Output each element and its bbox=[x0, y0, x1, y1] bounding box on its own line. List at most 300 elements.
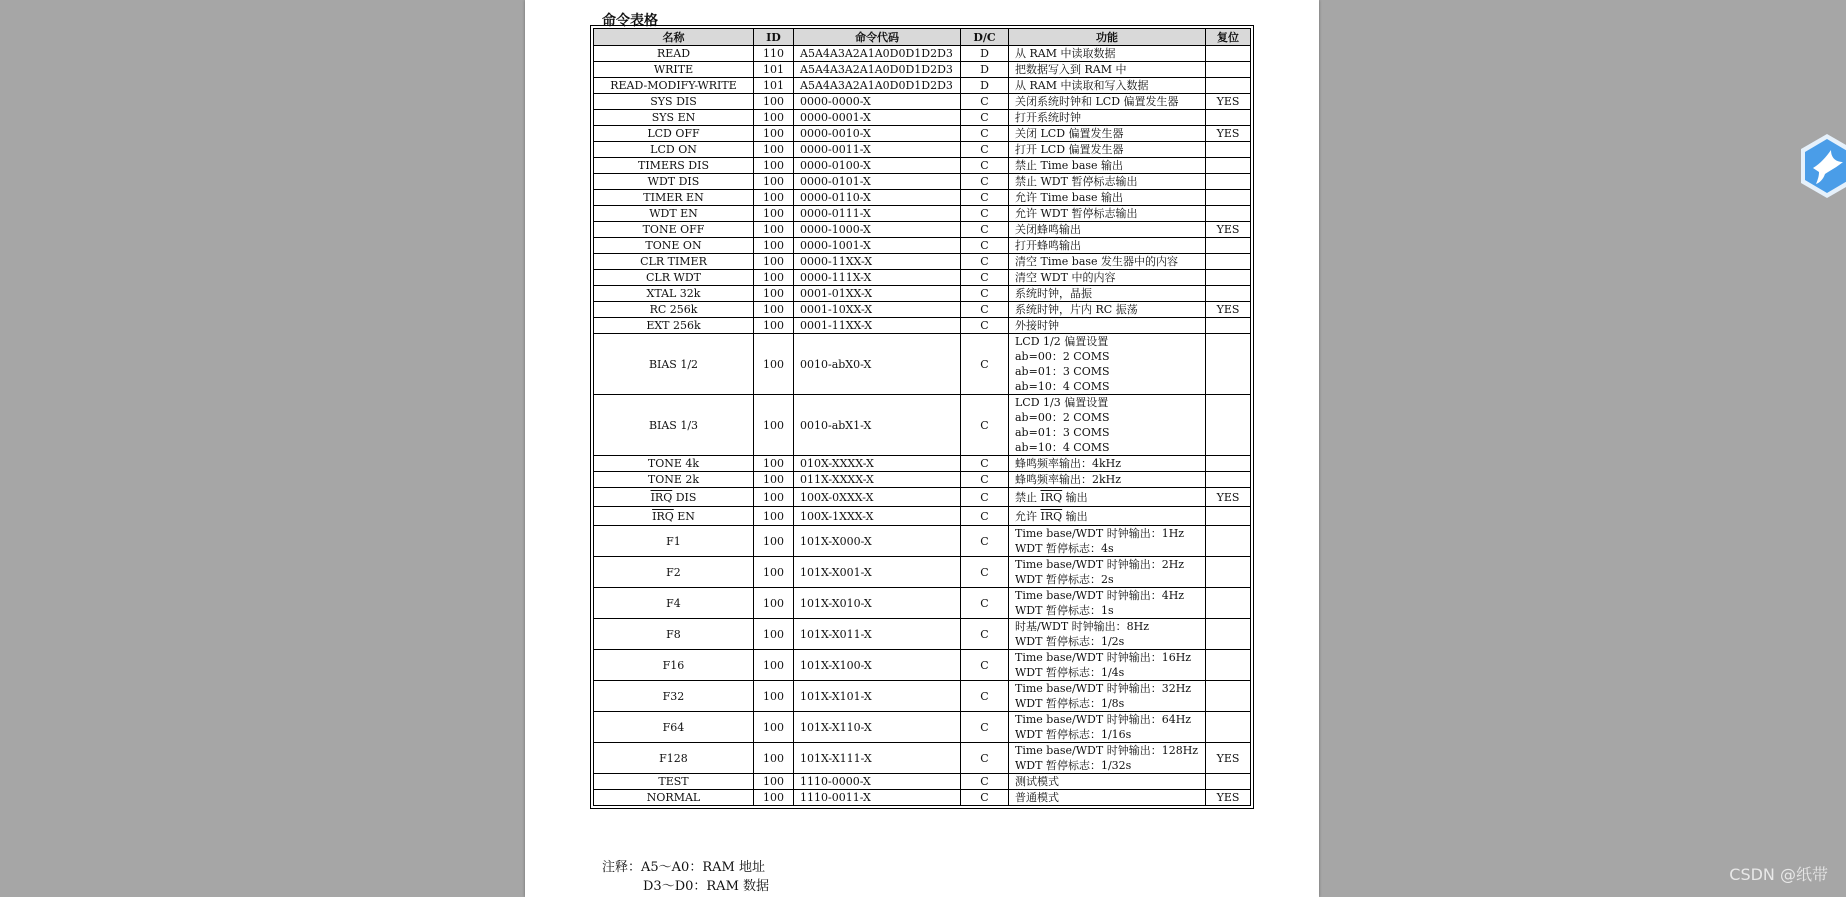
cell-name: BIAS 1/3 bbox=[594, 395, 754, 456]
cell-function bbox=[1009, 488, 1206, 507]
watermark: CSDN @纸带 bbox=[1729, 865, 1828, 884]
cell-code: 0000-0011-X bbox=[794, 142, 961, 158]
cell-reset: YES bbox=[1206, 302, 1251, 318]
function-line: WDT 暂停标志：2s bbox=[1015, 573, 1114, 586]
table-row bbox=[594, 174, 1251, 190]
cell-reset bbox=[1206, 650, 1251, 681]
table-row bbox=[594, 206, 1251, 222]
cell-name: TIMERS DIS bbox=[594, 158, 754, 174]
cell-code: 100X-1XXX-X bbox=[794, 507, 961, 526]
header-code: 命令代码 bbox=[794, 29, 961, 46]
cell-code: A5A4A3A2A1A0D0D1D2D3 bbox=[794, 78, 961, 94]
cell-id: 100 bbox=[754, 94, 794, 110]
function-line: 打开蜂鸣输出 bbox=[1015, 239, 1081, 252]
table-row bbox=[594, 46, 1251, 62]
cell-code: 0000-0101-X bbox=[794, 174, 961, 190]
cell-function bbox=[1009, 206, 1206, 222]
function-line: 系统时钟，片内 RC 振荡 bbox=[1015, 303, 1138, 316]
cell-function bbox=[1009, 588, 1206, 619]
function-line: ab=01：3 COMS bbox=[1015, 365, 1110, 378]
cell-function bbox=[1009, 507, 1206, 526]
function-line: Time base/WDT 时钟输出：4Hz bbox=[1015, 589, 1185, 602]
cell-function bbox=[1009, 286, 1206, 302]
cell-name: F64 bbox=[594, 712, 754, 743]
cell-name: SYS DIS bbox=[594, 94, 754, 110]
cell-function bbox=[1009, 774, 1206, 790]
cell-id: 100 bbox=[754, 270, 794, 286]
table-row bbox=[594, 526, 1251, 557]
cell-code: 1110-0011-X bbox=[794, 790, 961, 806]
cell-id: 100 bbox=[754, 650, 794, 681]
cell-code: A5A4A3A2A1A0D0D1D2D3 bbox=[794, 46, 961, 62]
table-row bbox=[594, 334, 1251, 395]
table-row bbox=[594, 650, 1251, 681]
cell-function bbox=[1009, 158, 1206, 174]
note-line: 注释：A5～A0：RAM 地址 bbox=[602, 860, 765, 875]
cell-reset: YES bbox=[1206, 222, 1251, 238]
cell-id: 100 bbox=[754, 557, 794, 588]
cell-function bbox=[1009, 254, 1206, 270]
cell-function bbox=[1009, 526, 1206, 557]
table-row bbox=[594, 318, 1251, 334]
cell-dc: C bbox=[961, 712, 1009, 743]
cell-code: 101X-X011-X bbox=[794, 619, 961, 650]
cell-code: 010X-XXXX-X bbox=[794, 456, 961, 472]
cell-function bbox=[1009, 681, 1206, 712]
cell-id: 100 bbox=[754, 110, 794, 126]
cell-reset: YES bbox=[1206, 743, 1251, 774]
cell-function bbox=[1009, 62, 1206, 78]
cell-code: 101X-X101-X bbox=[794, 681, 961, 712]
cell-function bbox=[1009, 395, 1206, 456]
cell-function bbox=[1009, 126, 1206, 142]
cell-name: $\overline{IRQ}$ DIS bbox=[594, 488, 754, 507]
cell-reset bbox=[1206, 238, 1251, 254]
cell-id: 100 bbox=[754, 681, 794, 712]
cell-code: 0000-0010-X bbox=[794, 126, 961, 142]
cell-id: 100 bbox=[754, 488, 794, 507]
cell-reset bbox=[1206, 318, 1251, 334]
table-row bbox=[594, 395, 1251, 456]
function-line: 从 RAM 中读取和写入数据 bbox=[1015, 79, 1149, 92]
cell-function bbox=[1009, 270, 1206, 286]
cell-code: 1110-0000-X bbox=[794, 774, 961, 790]
cell-id: 100 bbox=[754, 302, 794, 318]
table-row bbox=[594, 743, 1251, 774]
cell-dc: C bbox=[961, 174, 1009, 190]
function-line: 禁止 $\overline{IRQ}$ 输出 bbox=[1015, 490, 1088, 504]
cell-name: NORMAL bbox=[594, 790, 754, 806]
function-line: 允许 $\overline{IRQ}$ 输出 bbox=[1015, 509, 1088, 523]
cell-function bbox=[1009, 302, 1206, 318]
cell-code: 0000-111X-X bbox=[794, 270, 961, 286]
cell-name: TONE 2k bbox=[594, 472, 754, 488]
cell-code: 101X-X001-X bbox=[794, 557, 961, 588]
function-line: ab=10：4 COMS bbox=[1015, 441, 1110, 454]
cell-dc: C bbox=[961, 110, 1009, 126]
cell-dc: C bbox=[961, 126, 1009, 142]
function-line: WDT 暂停标志：1/16s bbox=[1015, 728, 1132, 741]
cell-code: 011X-XXXX-X bbox=[794, 472, 961, 488]
function-line: 关闭蜂鸣输出 bbox=[1015, 223, 1081, 236]
cell-code: 0010-abX1-X bbox=[794, 395, 961, 456]
cell-dc: C bbox=[961, 557, 1009, 588]
cell-reset bbox=[1206, 456, 1251, 472]
function-line: LCD 1/3 偏置设置 bbox=[1015, 396, 1109, 409]
function-line: 测试模式 bbox=[1015, 775, 1059, 788]
cell-code: 0000-1001-X bbox=[794, 238, 961, 254]
cell-dc: C bbox=[961, 650, 1009, 681]
cell-reset: YES bbox=[1206, 790, 1251, 806]
cell-id: 100 bbox=[754, 395, 794, 456]
cell-code: 0000-0111-X bbox=[794, 206, 961, 222]
function-line: 蜂鸣频率输出：4kHz bbox=[1015, 457, 1122, 470]
header-id: ID bbox=[754, 29, 794, 46]
cell-function bbox=[1009, 238, 1206, 254]
cell-name: F2 bbox=[594, 557, 754, 588]
cell-code: A5A4A3A2A1A0D0D1D2D3 bbox=[794, 62, 961, 78]
cell-code: 0001-10XX-X bbox=[794, 302, 961, 318]
bird-icon[interactable] bbox=[1797, 132, 1846, 200]
cell-dc: C bbox=[961, 395, 1009, 456]
cell-name: F16 bbox=[594, 650, 754, 681]
cell-name: TONE 4k bbox=[594, 456, 754, 472]
function-line: 关闭 LCD 偏置发生器 bbox=[1015, 127, 1124, 140]
cell-reset bbox=[1206, 190, 1251, 206]
function-line: 禁止 WDT 暂停标志输出 bbox=[1015, 175, 1138, 188]
function-line: WDT 暂停标志：1/8s bbox=[1015, 697, 1125, 710]
cell-code: 101X-X110-X bbox=[794, 712, 961, 743]
function-line: 打开 LCD 偏置发生器 bbox=[1015, 143, 1124, 156]
cell-name: WDT EN bbox=[594, 206, 754, 222]
command-table bbox=[593, 28, 1251, 806]
function-line: LCD 1/2 偏置设置 bbox=[1015, 335, 1109, 348]
cell-id: 100 bbox=[754, 774, 794, 790]
note-line: D3～D0：RAM 数据 bbox=[643, 879, 770, 894]
table-row bbox=[594, 507, 1251, 526]
cell-function bbox=[1009, 318, 1206, 334]
cell-name: CLR TIMER bbox=[594, 254, 754, 270]
function-line: WDT 暂停标志：1s bbox=[1015, 604, 1114, 617]
cell-function bbox=[1009, 222, 1206, 238]
cell-function bbox=[1009, 94, 1206, 110]
cell-dc: D bbox=[961, 46, 1009, 62]
cell-dc: D bbox=[961, 62, 1009, 78]
cell-id: 100 bbox=[754, 206, 794, 222]
function-line: ab=00：2 COMS bbox=[1015, 411, 1110, 424]
table-header-row bbox=[594, 29, 1251, 46]
table-row bbox=[594, 238, 1251, 254]
cell-reset bbox=[1206, 174, 1251, 190]
cell-dc: C bbox=[961, 190, 1009, 206]
cell-id: 100 bbox=[754, 334, 794, 395]
cell-id: 100 bbox=[754, 318, 794, 334]
header-function: 功能 bbox=[1009, 29, 1206, 46]
cell-name: $\overline{IRQ}$ EN bbox=[594, 507, 754, 526]
table-row bbox=[594, 681, 1251, 712]
cell-code: 0000-0100-X bbox=[794, 158, 961, 174]
cell-dc: C bbox=[961, 588, 1009, 619]
table-row bbox=[594, 472, 1251, 488]
table-row bbox=[594, 619, 1251, 650]
cell-reset bbox=[1206, 557, 1251, 588]
cell-name: TONE ON bbox=[594, 238, 754, 254]
function-line: Time base/WDT 时钟输出：128Hz bbox=[1015, 744, 1199, 757]
cell-reset bbox=[1206, 206, 1251, 222]
cell-code: 101X-X000-X bbox=[794, 526, 961, 557]
cell-reset bbox=[1206, 681, 1251, 712]
cell-reset bbox=[1206, 472, 1251, 488]
cell-id: 101 bbox=[754, 78, 794, 94]
cell-dc: C bbox=[961, 456, 1009, 472]
cell-code: 0000-0110-X bbox=[794, 190, 961, 206]
cell-dc: C bbox=[961, 94, 1009, 110]
cell-dc: C bbox=[961, 286, 1009, 302]
cell-id: 100 bbox=[754, 526, 794, 557]
function-line: Time base/WDT 时钟输出：32Hz bbox=[1015, 682, 1192, 695]
table-row bbox=[594, 78, 1251, 94]
cell-dc: C bbox=[961, 488, 1009, 507]
cell-id: 100 bbox=[754, 126, 794, 142]
cell-id: 100 bbox=[754, 174, 794, 190]
cell-name: EXT 256k bbox=[594, 318, 754, 334]
cell-id: 100 bbox=[754, 222, 794, 238]
cell-id: 100 bbox=[754, 286, 794, 302]
cell-name: WDT DIS bbox=[594, 174, 754, 190]
cell-name: XTAL 32k bbox=[594, 286, 754, 302]
cell-reset bbox=[1206, 158, 1251, 174]
table-row bbox=[594, 126, 1251, 142]
cell-reset bbox=[1206, 46, 1251, 62]
cell-dc: C bbox=[961, 743, 1009, 774]
cell-reset bbox=[1206, 110, 1251, 126]
function-line: ab=10：4 COMS bbox=[1015, 380, 1110, 393]
cell-code: 0010-abX0-X bbox=[794, 334, 961, 395]
cell-code: 0000-1000-X bbox=[794, 222, 961, 238]
cell-name: TONE OFF bbox=[594, 222, 754, 238]
cell-function bbox=[1009, 142, 1206, 158]
cell-function bbox=[1009, 334, 1206, 395]
cell-name: SYS EN bbox=[594, 110, 754, 126]
cell-name: F128 bbox=[594, 743, 754, 774]
table-row bbox=[594, 588, 1251, 619]
cell-id: 101 bbox=[754, 62, 794, 78]
cell-name: BIAS 1/2 bbox=[594, 334, 754, 395]
cell-name: F32 bbox=[594, 681, 754, 712]
function-line: 把数据写入到 RAM 中 bbox=[1015, 63, 1127, 76]
cell-dc: C bbox=[961, 254, 1009, 270]
function-line: 允许 WDT 暂停标志输出 bbox=[1015, 207, 1138, 220]
cell-function bbox=[1009, 472, 1206, 488]
cell-code: 0000-0001-X bbox=[794, 110, 961, 126]
cell-dc: C bbox=[961, 790, 1009, 806]
cell-reset bbox=[1206, 507, 1251, 526]
function-line: WDT 暂停标志：4s bbox=[1015, 542, 1114, 555]
cell-code: 101X-X010-X bbox=[794, 588, 961, 619]
cell-function bbox=[1009, 650, 1206, 681]
cell-reset bbox=[1206, 588, 1251, 619]
cell-id: 110 bbox=[754, 46, 794, 62]
cell-name: CLR WDT bbox=[594, 270, 754, 286]
cell-dc: C bbox=[961, 619, 1009, 650]
cell-code: 101X-X111-X bbox=[794, 743, 961, 774]
cell-reset bbox=[1206, 254, 1251, 270]
cell-dc: C bbox=[961, 222, 1009, 238]
function-line: 清空 Time base 发生器中的内容 bbox=[1015, 255, 1179, 268]
cell-reset: YES bbox=[1206, 126, 1251, 142]
cell-function bbox=[1009, 456, 1206, 472]
cell-id: 100 bbox=[754, 743, 794, 774]
cell-function bbox=[1009, 557, 1206, 588]
cell-function bbox=[1009, 790, 1206, 806]
cell-dc: C bbox=[961, 158, 1009, 174]
cell-code: 101X-X100-X bbox=[794, 650, 961, 681]
cell-code: 0001-11XX-X bbox=[794, 318, 961, 334]
table-row bbox=[594, 774, 1251, 790]
function-line: Time base/WDT 时钟输出：16Hz bbox=[1015, 651, 1192, 664]
cell-reset: YES bbox=[1206, 94, 1251, 110]
cell-function bbox=[1009, 110, 1206, 126]
function-line: 关闭系统时钟和 LCD 偏置发生器 bbox=[1015, 95, 1179, 108]
cell-reset bbox=[1206, 78, 1251, 94]
table-row bbox=[594, 94, 1251, 110]
cell-function bbox=[1009, 174, 1206, 190]
function-line: Time base/WDT 时钟输出：64Hz bbox=[1015, 713, 1192, 726]
function-line: WDT 暂停标志：1/32s bbox=[1015, 759, 1132, 772]
document-page bbox=[525, 0, 1319, 897]
table-row bbox=[594, 110, 1251, 126]
table-row bbox=[594, 456, 1251, 472]
cell-function bbox=[1009, 712, 1206, 743]
table-row bbox=[594, 712, 1251, 743]
cell-id: 100 bbox=[754, 619, 794, 650]
cell-id: 100 bbox=[754, 507, 794, 526]
cell-dc: C bbox=[961, 507, 1009, 526]
function-line: 时基/WDT 时钟输出：8Hz bbox=[1015, 620, 1150, 633]
notes bbox=[602, 858, 769, 896]
cell-name: TEST bbox=[594, 774, 754, 790]
function-line: 清空 WDT 中的内容 bbox=[1015, 271, 1116, 284]
table-row bbox=[594, 488, 1251, 507]
function-line: 允许 Time base 输出 bbox=[1015, 191, 1124, 204]
cell-dc: C bbox=[961, 526, 1009, 557]
cell-code: 0001-01XX-X bbox=[794, 286, 961, 302]
cell-reset bbox=[1206, 774, 1251, 790]
function-line: 打开系统时钟 bbox=[1015, 111, 1081, 124]
function-line: 系统时钟，晶振 bbox=[1015, 287, 1092, 300]
cell-dc: C bbox=[961, 206, 1009, 222]
cell-reset bbox=[1206, 270, 1251, 286]
cell-dc: C bbox=[961, 302, 1009, 318]
cell-name: LCD ON bbox=[594, 142, 754, 158]
cell-code: 100X-0XXX-X bbox=[794, 488, 961, 507]
function-line: ab=01：3 COMS bbox=[1015, 426, 1110, 439]
function-line: Time base/WDT 时钟输出：1Hz bbox=[1015, 527, 1185, 540]
table-row bbox=[594, 302, 1251, 318]
cell-reset: YES bbox=[1206, 488, 1251, 507]
table-row bbox=[594, 62, 1251, 78]
cell-id: 100 bbox=[754, 190, 794, 206]
cell-dc: C bbox=[961, 681, 1009, 712]
function-line: 蜂鸣频率输出：2kHz bbox=[1015, 473, 1122, 486]
cell-id: 100 bbox=[754, 456, 794, 472]
cell-dc: C bbox=[961, 318, 1009, 334]
table-row bbox=[594, 222, 1251, 238]
cell-function bbox=[1009, 619, 1206, 650]
cell-id: 100 bbox=[754, 238, 794, 254]
cell-function bbox=[1009, 190, 1206, 206]
cell-code: 0000-11XX-X bbox=[794, 254, 961, 270]
cell-function bbox=[1009, 743, 1206, 774]
cell-dc: C bbox=[961, 238, 1009, 254]
cell-id: 100 bbox=[754, 158, 794, 174]
function-line: WDT 暂停标志：1/4s bbox=[1015, 666, 1125, 679]
cell-reset bbox=[1206, 142, 1251, 158]
cell-reset bbox=[1206, 712, 1251, 743]
cell-id: 100 bbox=[754, 254, 794, 270]
cell-function bbox=[1009, 46, 1206, 62]
cell-id: 100 bbox=[754, 712, 794, 743]
function-line: 普通模式 bbox=[1015, 791, 1059, 804]
table-row bbox=[594, 254, 1251, 270]
cell-reset bbox=[1206, 395, 1251, 456]
table-row bbox=[594, 190, 1251, 206]
function-line: 禁止 Time base 输出 bbox=[1015, 159, 1124, 172]
cell-name: F8 bbox=[594, 619, 754, 650]
cell-reset bbox=[1206, 334, 1251, 395]
cell-name: WRITE bbox=[594, 62, 754, 78]
cell-reset bbox=[1206, 619, 1251, 650]
table-row bbox=[594, 158, 1251, 174]
cell-name: F4 bbox=[594, 588, 754, 619]
cell-name: F1 bbox=[594, 526, 754, 557]
header-dc: D/C bbox=[961, 29, 1009, 46]
cell-dc: C bbox=[961, 142, 1009, 158]
cell-dc: C bbox=[961, 774, 1009, 790]
cell-reset bbox=[1206, 526, 1251, 557]
cell-name: LCD OFF bbox=[594, 126, 754, 142]
cell-dc: D bbox=[961, 78, 1009, 94]
cell-dc: C bbox=[961, 472, 1009, 488]
header-reset: 复位 bbox=[1206, 29, 1251, 46]
cell-code: 0000-0000-X bbox=[794, 94, 961, 110]
cell-id: 100 bbox=[754, 588, 794, 619]
cell-id: 100 bbox=[754, 790, 794, 806]
cell-reset bbox=[1206, 286, 1251, 302]
table-row bbox=[594, 557, 1251, 588]
cell-id: 100 bbox=[754, 472, 794, 488]
cell-name: RC 256k bbox=[594, 302, 754, 318]
table-row bbox=[594, 286, 1251, 302]
function-line: WDT 暂停标志：1/2s bbox=[1015, 635, 1125, 648]
cell-id: 100 bbox=[754, 142, 794, 158]
cell-name: READ-MODIFY-WRITE bbox=[594, 78, 754, 94]
cell-dc: C bbox=[961, 270, 1009, 286]
function-line: 外接时钟 bbox=[1015, 319, 1059, 332]
table-title: 命令表格 bbox=[602, 13, 658, 29]
table-row bbox=[594, 790, 1251, 806]
function-line: Time base/WDT 时钟输出：2Hz bbox=[1015, 558, 1185, 571]
cell-reset bbox=[1206, 62, 1251, 78]
table-row bbox=[594, 270, 1251, 286]
cell-name: READ bbox=[594, 46, 754, 62]
cell-dc: C bbox=[961, 334, 1009, 395]
table-row bbox=[594, 142, 1251, 158]
function-line: ab=00：2 COMS bbox=[1015, 350, 1110, 363]
cell-function bbox=[1009, 78, 1206, 94]
function-line: 从 RAM 中读取数据 bbox=[1015, 47, 1116, 60]
header-name: 名称 bbox=[594, 29, 754, 46]
